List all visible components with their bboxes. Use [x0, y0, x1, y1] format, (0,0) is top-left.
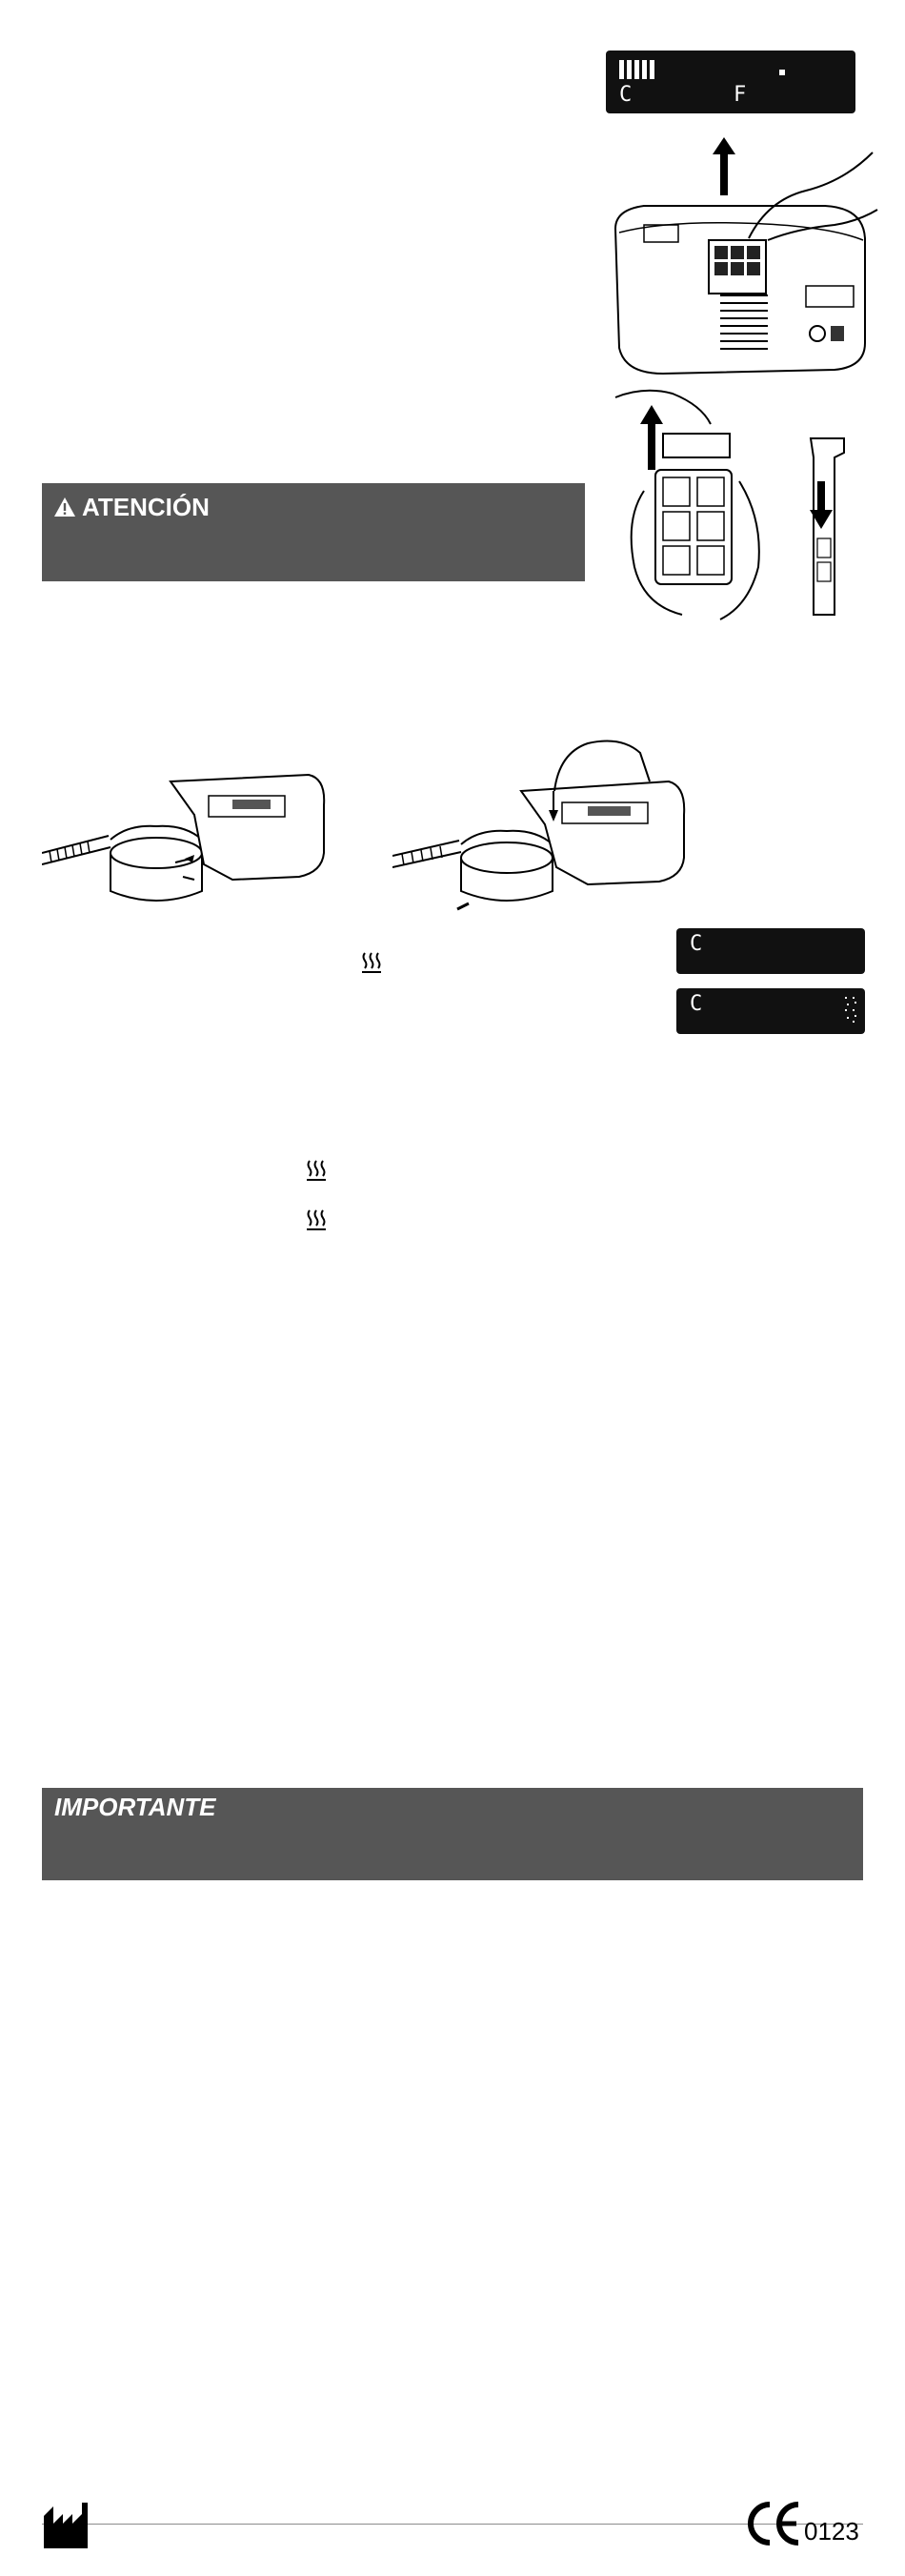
filter-removal-illustration [606, 133, 882, 381]
warning-callout [42, 483, 585, 581]
lcd-char-c: C [690, 932, 703, 956]
footer-divider [42, 2524, 863, 2525]
lcd-char-f: F [734, 83, 747, 107]
humidifier-locking-illustration [392, 734, 688, 915]
notified-body-number: 0123 [804, 2517, 859, 2546]
signal-bars-icon [619, 60, 657, 79]
heater-symbol-icon [306, 1159, 327, 1182]
heater-symbol-icon [306, 1208, 327, 1231]
manufacturer-factory-icon [42, 2503, 90, 2550]
humidifier-connection-illustration [42, 758, 328, 910]
lcd-dot [779, 70, 785, 75]
important-callout [42, 1788, 863, 1880]
important-title: IMPORTANTE [54, 1793, 216, 1821]
lcd-display-heater-1 [676, 928, 865, 974]
lcd-heater-segments-icon [844, 996, 857, 1024]
lcd-char-c: C [690, 992, 703, 1016]
lcd-char-c: C [619, 83, 633, 107]
filter-separation-illustration [606, 386, 882, 624]
ce-mark [743, 2495, 867, 2552]
lcd-display-heater-2 [676, 988, 865, 1034]
warning-title: ATENCIÓN [82, 493, 210, 521]
heater-symbol-icon [361, 951, 382, 974]
ce-mark-icon [743, 2501, 804, 2546]
warning-triangle-icon [53, 497, 76, 517]
lcd-display-filter [606, 51, 855, 113]
